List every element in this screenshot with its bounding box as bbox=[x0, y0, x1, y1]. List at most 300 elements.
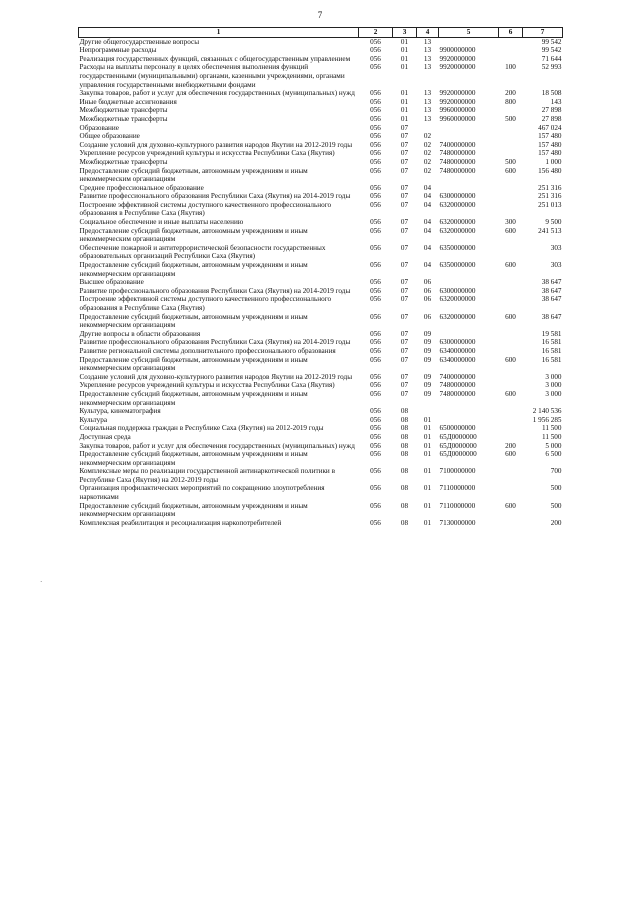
row-amount: 241 513 bbox=[538, 226, 562, 235]
row-target-article-code: 9920000000 bbox=[439, 89, 476, 98]
row-section-code: 07 bbox=[400, 389, 409, 398]
row-expense-type-code bbox=[499, 244, 523, 261]
row-grbs-code: 056 bbox=[370, 132, 381, 141]
row-amount: 5 000 bbox=[545, 441, 562, 450]
row-expense-type-code bbox=[499, 55, 523, 64]
header-col-4: 4 bbox=[417, 28, 439, 38]
row-section-code: 07 bbox=[400, 183, 409, 192]
row-subsection-code: 01 bbox=[423, 484, 432, 493]
row-subsection-code: 13 bbox=[423, 106, 432, 115]
row-subsection-code: 04 bbox=[423, 218, 432, 227]
table-row bbox=[79, 184, 563, 193]
row-grbs-code: 056 bbox=[370, 149, 381, 158]
row-subsection-code: 13 bbox=[423, 54, 432, 63]
row-expense-type-code bbox=[499, 46, 523, 55]
row-subsection-code: 02 bbox=[423, 157, 432, 166]
row-name: Межбюджетные трансферты bbox=[79, 114, 168, 123]
row-grbs-code: 056 bbox=[370, 467, 381, 476]
row-name: Предоставление субсидий бюджетным, автономным учреждениям и иным некоммерческим организациям bbox=[79, 450, 308, 467]
row-target-article-code bbox=[439, 124, 499, 133]
row-subsection-code: 01 bbox=[423, 432, 432, 441]
table-row bbox=[79, 407, 563, 416]
row-expense-type-code: 500 bbox=[505, 157, 516, 166]
row-grbs-code: 056 bbox=[370, 295, 381, 304]
row-section-code: 01 bbox=[400, 114, 409, 123]
row-section-code: 07 bbox=[400, 338, 409, 347]
row-grbs-code: 056 bbox=[370, 183, 381, 192]
row-amount: 700 bbox=[550, 467, 562, 476]
row-name: Укрепление ресурсов учреждений культуры и искусства Республики Саха (Якутия) bbox=[79, 381, 335, 390]
row-target-article-code: 6340000000 bbox=[439, 346, 476, 355]
row-grbs-code: 056 bbox=[370, 286, 381, 295]
row-target-article-code: 7400000000 bbox=[439, 372, 476, 381]
header-col-3: 3 bbox=[393, 28, 417, 38]
row-subsection-code: 01 bbox=[423, 424, 432, 433]
row-target-article-code bbox=[439, 278, 499, 287]
header-col-7: 7 bbox=[523, 28, 563, 38]
table-row bbox=[79, 390, 563, 407]
row-section-code: 01 bbox=[400, 46, 409, 55]
row-subsection-code: 02 bbox=[423, 166, 432, 175]
row-amount: 16 581 bbox=[541, 338, 562, 347]
row-target-article-code: 6350000000 bbox=[439, 243, 476, 252]
row-subsection-code: 13 bbox=[423, 89, 432, 98]
table-row bbox=[79, 227, 563, 244]
row-expense-type-code bbox=[499, 201, 523, 218]
row-amount: 19 581 bbox=[541, 329, 562, 338]
row-amount: 251 316 bbox=[538, 183, 562, 192]
row-name: Предоставление субсидий бюджетным, автономным учреждениям и иным некоммерческим организациям bbox=[79, 312, 308, 330]
row-section-code: 07 bbox=[400, 123, 409, 132]
row-grbs-code: 056 bbox=[370, 441, 381, 450]
table-row bbox=[79, 63, 563, 89]
row-section-code: 07 bbox=[400, 218, 409, 227]
row-expense-type-code bbox=[499, 37, 523, 46]
row-target-article-code: 6340000000 bbox=[439, 355, 476, 364]
row-subsection-code: 04 bbox=[423, 183, 432, 192]
row-subsection-code: 04 bbox=[423, 200, 432, 209]
page-number: 7 bbox=[317, 10, 323, 20]
row-target-article-code: 7100000000 bbox=[439, 467, 476, 476]
row-section-code: 07 bbox=[400, 295, 409, 304]
table-row bbox=[79, 261, 563, 278]
row-expense-type-code: 200 bbox=[505, 441, 516, 450]
row-target-article-code bbox=[439, 407, 499, 416]
row-target-article-code: 65Д0000000 bbox=[439, 432, 477, 441]
table-row bbox=[79, 244, 563, 261]
table-body bbox=[79, 37, 563, 527]
table-row bbox=[79, 381, 563, 390]
row-name: Создание условий для духовно-культурного развития народов Якутии на 2012-2019 годы bbox=[79, 372, 353, 381]
row-section-code: 08 bbox=[400, 467, 409, 476]
table-row bbox=[79, 502, 563, 519]
row-expense-type-code: 100 bbox=[505, 63, 516, 72]
row-target-article-code bbox=[439, 37, 499, 46]
table-row bbox=[79, 424, 563, 433]
row-amount: 99 542 bbox=[541, 37, 562, 46]
table-row bbox=[79, 115, 563, 124]
row-subsection-code: 02 bbox=[423, 132, 432, 141]
row-section-code: 07 bbox=[400, 312, 409, 321]
header-col-5: 5 bbox=[439, 28, 499, 38]
row-section-code: 07 bbox=[400, 372, 409, 381]
row-amount: 2 140 536 bbox=[532, 407, 562, 416]
row-section-code: 07 bbox=[400, 140, 409, 149]
row-target-article-code: 6500000000 bbox=[439, 424, 476, 433]
row-name: Развитие профессионального образования Республики Саха (Якутия) на 2014-2019 годы bbox=[79, 192, 351, 201]
row-grbs-code: 056 bbox=[370, 415, 381, 424]
row-grbs-code: 056 bbox=[370, 372, 381, 381]
row-section-code: 01 bbox=[400, 106, 409, 115]
row-section-code: 07 bbox=[400, 226, 409, 235]
row-expense-type-code bbox=[499, 149, 523, 158]
row-section-code: 08 bbox=[400, 501, 409, 510]
table-row bbox=[79, 106, 563, 115]
row-section-code: 07 bbox=[400, 286, 409, 295]
row-amount: 1 956 285 bbox=[532, 415, 562, 424]
header-col-1: 1 bbox=[79, 28, 359, 38]
row-target-article-code: 7480000000 bbox=[439, 389, 476, 398]
row-subsection-code: 06 bbox=[423, 295, 432, 304]
row-grbs-code: 056 bbox=[370, 278, 381, 287]
row-expense-type-code bbox=[499, 424, 523, 433]
table-row bbox=[79, 433, 563, 442]
row-target-article-code: 65Д0000000 bbox=[439, 450, 477, 459]
row-name: Доступная среда bbox=[79, 432, 131, 441]
row-target-article-code: 6300000000 bbox=[439, 192, 476, 201]
row-section-code: 07 bbox=[400, 261, 409, 270]
row-amount: 3 000 bbox=[545, 381, 562, 390]
row-target-article-code bbox=[439, 416, 499, 425]
row-subsection-code: 06 bbox=[423, 312, 432, 321]
row-subsection-code: 06 bbox=[423, 286, 432, 295]
row-section-code: 08 bbox=[400, 424, 409, 433]
row-target-article-code: 7480000000 bbox=[439, 166, 476, 175]
row-grbs-code: 056 bbox=[370, 54, 381, 63]
row-subsection-code: 13 bbox=[423, 114, 432, 123]
header-col-2: 2 bbox=[359, 28, 393, 38]
row-expense-type-code bbox=[499, 433, 523, 442]
row-expense-type-code bbox=[499, 106, 523, 115]
row-section-code: 07 bbox=[400, 166, 409, 175]
row-name: Закупка товаров, работ и услуг для обеспечения государственных (муниципальных) нужд bbox=[79, 89, 355, 98]
row-name: Комплексные меры по реализации государственной антинаркотической политики в Республике Саха (Якутия) на 2012-2019 годы bbox=[79, 467, 335, 484]
row-name: Укрепление ресурсов учреждений культуры и искусства Республики Саха (Якутия) bbox=[79, 149, 335, 158]
row-target-article-code: 7110000000 bbox=[439, 484, 476, 493]
row-section-code: 01 bbox=[400, 37, 409, 46]
row-grbs-code: 056 bbox=[370, 218, 381, 227]
row-section-code: 01 bbox=[400, 63, 409, 72]
row-amount: 6 500 bbox=[545, 450, 562, 459]
row-grbs-code: 056 bbox=[370, 243, 381, 252]
row-expense-type-code: 200 bbox=[505, 89, 516, 98]
row-target-article-code: 6350000000 bbox=[439, 261, 476, 270]
row-expense-type-code bbox=[499, 132, 523, 141]
row-expense-type-code: 800 bbox=[505, 97, 516, 106]
row-amount: 11 500 bbox=[542, 424, 562, 433]
row-subsection-code: 13 bbox=[423, 37, 432, 46]
row-target-article-code: 6320000000 bbox=[439, 200, 476, 209]
row-expense-type-code bbox=[499, 373, 523, 382]
row-amount: 1 000 bbox=[545, 157, 562, 166]
row-expense-type-code bbox=[499, 141, 523, 150]
row-name: Другие общегосударственные вопросы bbox=[79, 37, 200, 46]
row-name: Предоставление субсидий бюджетным, автономным учреждениям и иным некоммерческим организациям bbox=[79, 166, 308, 184]
table-row bbox=[79, 132, 563, 141]
row-expense-type-code bbox=[499, 184, 523, 193]
row-section-code: 07 bbox=[400, 355, 409, 364]
row-expense-type-code bbox=[499, 192, 523, 201]
row-subsection-code: 13 bbox=[423, 46, 432, 55]
row-amount: 99 542 bbox=[541, 46, 562, 55]
row-section-code: 01 bbox=[400, 97, 409, 106]
row-name: Социальное обеспечение и иные выплаты населению bbox=[79, 218, 244, 227]
row-amount: 156 480 bbox=[538, 166, 562, 175]
row-subsection-code: 09 bbox=[423, 372, 432, 381]
row-name: Предоставление субсидий бюджетным, автономным учреждениям и иным некоммерческим организациям bbox=[79, 261, 308, 278]
row-section-code: 08 bbox=[400, 415, 409, 424]
row-name: Развитие региональной системы дополнительного профессионального образования bbox=[79, 346, 336, 355]
row-section-code: 08 bbox=[400, 518, 409, 527]
row-grbs-code: 056 bbox=[370, 106, 381, 115]
row-grbs-code: 056 bbox=[370, 140, 381, 149]
row-grbs-code: 056 bbox=[370, 450, 381, 459]
table-row bbox=[79, 484, 563, 501]
row-expense-type-code bbox=[499, 295, 523, 312]
row-name: Среднее профессиональное образование bbox=[79, 183, 204, 192]
row-grbs-code: 056 bbox=[370, 346, 381, 355]
row-name: Комплексная реабилитация и ресоциализация наркопотребителей bbox=[79, 518, 282, 527]
table-row bbox=[79, 55, 563, 64]
row-subsection-code: 04 bbox=[423, 261, 432, 270]
row-grbs-code: 056 bbox=[370, 97, 381, 106]
row-subsection-code: 04 bbox=[423, 243, 432, 252]
row-section-code: 08 bbox=[400, 432, 409, 441]
row-expense-type-code bbox=[499, 347, 523, 356]
row-target-article-code: 7130000000 bbox=[439, 518, 476, 527]
row-amount: 38 647 bbox=[541, 295, 562, 304]
row-expense-type-code bbox=[499, 381, 523, 390]
row-amount: 38 647 bbox=[541, 286, 562, 295]
row-subsection-code: 01 bbox=[423, 450, 432, 459]
row-amount: 27 898 bbox=[541, 114, 562, 123]
row-target-article-code bbox=[439, 184, 499, 193]
row-amount: 303 bbox=[550, 261, 562, 270]
row-name: Другие вопросы в области образования bbox=[79, 329, 201, 338]
row-grbs-code: 056 bbox=[370, 518, 381, 527]
row-target-article-code: 6320000000 bbox=[439, 295, 476, 304]
row-section-code: 01 bbox=[400, 54, 409, 63]
row-subsection-code: 09 bbox=[423, 346, 432, 355]
row-target-article-code: 9920000000 bbox=[439, 54, 476, 63]
row-expense-type-code bbox=[499, 467, 523, 484]
row-subsection-code: 09 bbox=[423, 389, 432, 398]
row-subsection-code: 01 bbox=[423, 518, 432, 527]
row-subsection-code: 02 bbox=[423, 149, 432, 158]
row-grbs-code: 056 bbox=[370, 329, 381, 338]
table-row bbox=[79, 347, 563, 356]
table-row bbox=[79, 167, 563, 184]
row-section-code: 07 bbox=[400, 278, 409, 287]
row-expense-type-code bbox=[499, 519, 523, 528]
table-row bbox=[79, 467, 563, 484]
row-amount: 200 bbox=[550, 518, 562, 527]
row-grbs-code: 056 bbox=[370, 484, 381, 493]
table-row bbox=[79, 98, 563, 107]
row-subsection-code: 01 bbox=[423, 415, 432, 424]
row-expense-type-code: 600 bbox=[505, 450, 516, 459]
row-grbs-code: 056 bbox=[370, 63, 381, 72]
row-subsection-code: 09 bbox=[423, 381, 432, 390]
row-expense-type-code bbox=[499, 278, 523, 287]
row-target-article-code bbox=[439, 330, 499, 339]
row-target-article-code: 7480000000 bbox=[439, 381, 476, 390]
row-name: Развитие профессионального образования Республики Саха (Якутия) на 2014-2019 годы bbox=[79, 338, 351, 347]
table-row bbox=[79, 141, 563, 150]
budget-table bbox=[78, 27, 563, 527]
table-row bbox=[79, 201, 563, 218]
row-grbs-code: 056 bbox=[370, 407, 381, 416]
row-grbs-code: 056 bbox=[370, 166, 381, 175]
row-amount: 157 480 bbox=[538, 132, 562, 141]
table-row bbox=[79, 192, 563, 201]
row-amount: 251 316 bbox=[538, 192, 562, 201]
row-grbs-code: 056 bbox=[370, 261, 381, 270]
row-subsection-code: 04 bbox=[423, 192, 432, 201]
table-row bbox=[79, 338, 563, 347]
row-subsection-code: 04 bbox=[423, 226, 432, 235]
row-amount: 38 647 bbox=[541, 312, 562, 321]
row-name: Образование bbox=[79, 123, 119, 132]
row-name: Межбюджетные трансферты bbox=[79, 106, 168, 115]
row-target-article-code: 6300000000 bbox=[439, 286, 476, 295]
row-target-article-code: 6320000000 bbox=[439, 218, 476, 227]
row-name: Расходы на выплаты персоналу в целях обеспечения выполнения функций государственными (муниципальными) органами, казенными учреждениями, органами управления государственными внебюджетными фондами bbox=[79, 63, 345, 89]
table-row bbox=[79, 46, 563, 55]
row-target-article-code: 9920000000 bbox=[439, 63, 476, 72]
row-target-article-code: 7480000000 bbox=[439, 149, 476, 158]
row-target-article-code: 9900000000 bbox=[439, 46, 476, 55]
row-grbs-code: 056 bbox=[370, 432, 381, 441]
row-expense-type-code bbox=[499, 416, 523, 425]
row-name: Общее образование bbox=[79, 132, 140, 141]
row-amount: 500 bbox=[550, 484, 562, 493]
row-grbs-code: 056 bbox=[370, 123, 381, 132]
row-subsection-code: 09 bbox=[423, 355, 432, 364]
row-expense-type-code: 600 bbox=[505, 312, 516, 321]
row-section-code: 08 bbox=[400, 407, 409, 416]
row-grbs-code: 056 bbox=[370, 114, 381, 123]
table-row bbox=[79, 373, 563, 382]
row-subsection-code: 13 bbox=[423, 63, 432, 72]
row-subsection-code: 02 bbox=[423, 140, 432, 149]
table-row bbox=[79, 295, 563, 312]
row-expense-type-code: 600 bbox=[505, 389, 516, 398]
row-amount: 303 bbox=[550, 243, 562, 252]
row-amount: 3 000 bbox=[545, 389, 562, 398]
row-section-code: 08 bbox=[400, 450, 409, 459]
row-expense-type-code: 600 bbox=[505, 166, 516, 175]
row-name: Создание условий для духовно-культурного развития народов Якутии на 2012-2019 годы bbox=[79, 140, 353, 149]
table-row bbox=[79, 158, 563, 167]
row-target-article-code: 6320000000 bbox=[439, 226, 476, 235]
row-subsection-code: 13 bbox=[423, 97, 432, 106]
row-grbs-code: 056 bbox=[370, 312, 381, 321]
row-target-article-code: 6300000000 bbox=[439, 338, 476, 347]
row-grbs-code: 056 bbox=[370, 37, 381, 46]
row-name: Предоставление субсидий бюджетным, автономным учреждениям и иным некоммерческим организациям bbox=[79, 355, 308, 373]
row-expense-type-code: 600 bbox=[505, 501, 516, 510]
table-row bbox=[79, 313, 563, 330]
row-amount: 157 480 bbox=[538, 149, 562, 158]
row-name: Межбюджетные трансферты bbox=[79, 157, 168, 166]
row-name: Закупка товаров, работ и услуг для обеспечения государственных (муниципальных) нужд bbox=[79, 441, 355, 450]
row-section-code: 07 bbox=[400, 329, 409, 338]
table-row bbox=[79, 450, 563, 467]
row-target-article-code: 9960000000 bbox=[439, 106, 476, 115]
row-name: Развитие профессионального образования Республики Саха (Якутия) на 2014-2019 годы bbox=[79, 286, 351, 295]
row-expense-type-code: 500 bbox=[505, 114, 516, 123]
row-section-code: 07 bbox=[400, 157, 409, 166]
row-subsection-code: 06 bbox=[423, 278, 432, 287]
row-subsection-code: 01 bbox=[423, 467, 432, 476]
row-amount: 52 993 bbox=[541, 63, 562, 72]
row-grbs-code: 056 bbox=[370, 46, 381, 55]
row-grbs-code: 056 bbox=[370, 89, 381, 98]
table-row bbox=[79, 218, 563, 227]
row-section-code: 07 bbox=[400, 132, 409, 141]
table-row bbox=[79, 37, 563, 46]
row-target-article-code: 9920000000 bbox=[439, 97, 476, 106]
row-section-code: 01 bbox=[400, 89, 409, 98]
table-row bbox=[79, 356, 563, 373]
row-amount: 38 647 bbox=[541, 278, 562, 287]
row-amount: 467 024 bbox=[538, 123, 562, 132]
row-target-article-code bbox=[439, 132, 499, 141]
row-name: Непрограммные расходы bbox=[79, 46, 157, 55]
row-grbs-code: 056 bbox=[370, 200, 381, 209]
row-section-code: 07 bbox=[400, 243, 409, 252]
scan-mark: · bbox=[40, 578, 43, 586]
row-name: Организация профилактических мероприятий по сокращению злоупотребления наркотиками bbox=[79, 484, 325, 502]
row-target-article-code: 7480000000 bbox=[439, 157, 476, 166]
row-subsection-code bbox=[417, 407, 439, 416]
row-name: Социальная поддержка граждан в Республике Саха (Якутия) на 2012-2019 годы bbox=[79, 424, 324, 433]
table-row bbox=[79, 124, 563, 133]
row-expense-type-code bbox=[499, 124, 523, 133]
row-name: Культура bbox=[79, 415, 108, 424]
row-subsection-code bbox=[417, 124, 439, 133]
row-section-code: 07 bbox=[400, 346, 409, 355]
row-grbs-code: 056 bbox=[370, 157, 381, 166]
table-row bbox=[79, 442, 563, 451]
row-amount: 9 500 bbox=[545, 218, 562, 227]
row-section-code: 07 bbox=[400, 200, 409, 209]
row-name: Реализация государственных функций, связанных с общегосударственным управлением bbox=[79, 54, 351, 63]
row-target-article-code: 9960000000 bbox=[439, 114, 476, 123]
row-expense-type-code bbox=[499, 287, 523, 296]
table-row bbox=[79, 287, 563, 296]
row-amount: 3 000 bbox=[545, 372, 562, 381]
row-grbs-code: 056 bbox=[370, 355, 381, 364]
row-name: Иные бюджетные ассигнования bbox=[79, 97, 177, 106]
row-amount: 157 480 bbox=[538, 140, 562, 149]
row-name: Предоставление субсидий бюджетным, автономным учреждениям и иным некоммерческим организациям bbox=[79, 226, 308, 244]
row-amount: 71 644 bbox=[541, 54, 562, 63]
row-section-code: 07 bbox=[400, 381, 409, 390]
row-section-code: 07 bbox=[400, 192, 409, 201]
row-amount: 18 508 bbox=[541, 89, 562, 98]
